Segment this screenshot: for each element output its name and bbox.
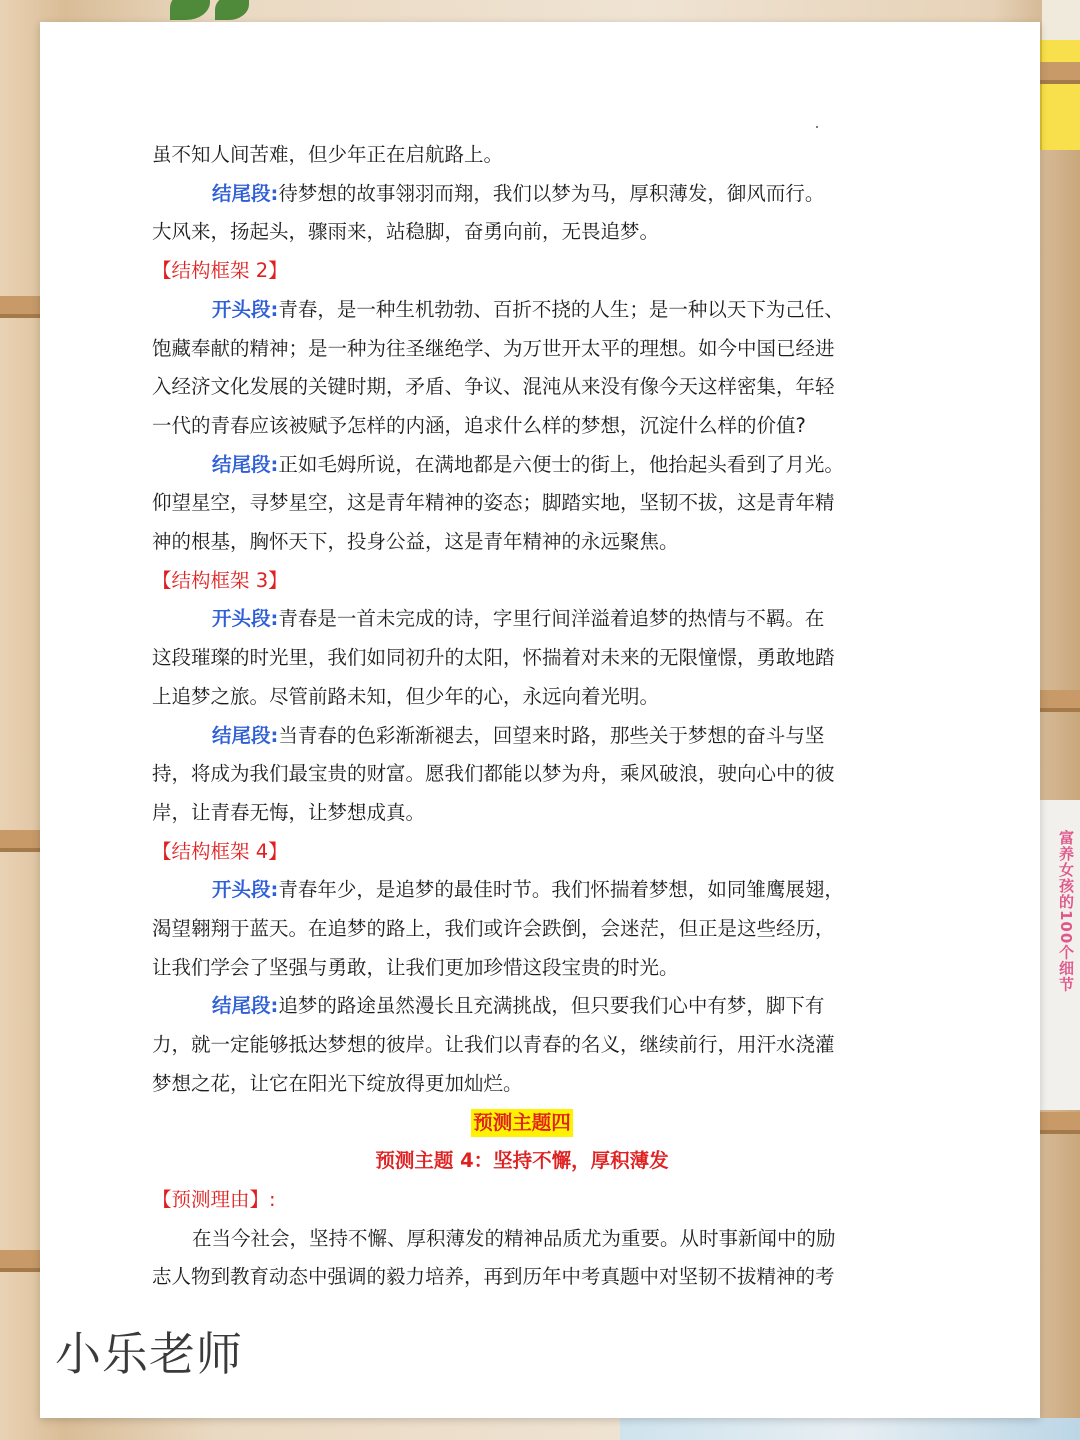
text-line: 这段璀璨的时光里，我们如同初升的太阳，怀揣着对未来的无限憧憬，勇敢地踏 — [152, 646, 835, 670]
document-content — [152, 136, 892, 1297]
text-line: 梦想之花，让它在阳光下绽放得更加灿烂。 — [152, 1071, 523, 1095]
shelf-board — [1038, 1112, 1080, 1134]
plant-leaf — [215, 0, 249, 20]
shelf-board — [1038, 62, 1080, 84]
text-line: 让我们学会了坚强与勇敢，让我们更加珍惜这段宝贵的时光。 — [152, 955, 679, 979]
text-line: 一代的青春应该被赋予怎样的内涵，追求什么样的梦想，沉淀什么样的价值? — [152, 413, 806, 437]
shelf-board — [1038, 690, 1080, 712]
text-span: 追梦的路途虽然漫长且充满挑战，但只要我们心中有梦，脚下有 — [278, 994, 825, 1018]
text-line: 虽不知人间苦难，但少年正在启航路上。 — [152, 143, 504, 166]
text-line — [152, 871, 892, 910]
section-heading: 【结构框架 2】 — [152, 259, 288, 283]
text-line — [152, 717, 892, 756]
text-line — [152, 291, 892, 330]
text-span: 待梦想的故事翎羽而翔，我们以梦为马，厚积薄发，御风而行。 — [278, 181, 825, 205]
topic-title: 预测主题 4：坚持不懈，厚积薄发 — [375, 1149, 669, 1173]
ending-label: 结尾段: — [212, 994, 279, 1018]
ending-label: 结尾段: — [212, 181, 279, 205]
text-line: 上追梦之旅。尽管前路未知，但少年的心，永远向着光明。 — [152, 684, 660, 708]
shelf-board — [0, 830, 42, 852]
text-line: 神的根基，胸怀天下，投身公益，这是青年精神的永远聚焦。 — [152, 530, 679, 554]
text-line — [152, 446, 892, 485]
text-span: 当青春的色彩渐渐褪去，回望来时路，那些关于梦想的奋斗与坚 — [278, 723, 825, 747]
reason-heading: 【预测理由】: — [152, 1187, 276, 1211]
book-spine-text: 富养女孩的100个细节 — [1057, 830, 1075, 993]
text-line — [152, 600, 892, 639]
section-heading: 【结构框架 4】 — [152, 839, 288, 863]
background-book-spine — [1037, 800, 1080, 1110]
text-line: 力，就一定能够抵达梦想的彼岸。让我们以青春的名义，继续前行，用汗水浇灌 — [152, 1033, 835, 1057]
text-line: 在当今社会，坚持不懈、厚积薄发的精神品质尤为重要。从时事新闻中的励 — [192, 1226, 836, 1250]
text-span: 青春，是一种生机勃勃、百折不挠的人生；是一种以天下为己任、 — [278, 297, 844, 321]
background-yellow-book — [1040, 40, 1080, 150]
text-line: 志人物到教育动态中强调的毅力培养，再到历年中考真题中对坚韧不拔精神的考 — [152, 1265, 835, 1289]
text-line: 渴望翱翔于蓝天。在追梦的路上，我们或许会跌倒，会迷茫，但正是这些经历， — [152, 917, 835, 941]
topic-banner-row — [152, 1104, 892, 1143]
background-books-bottom — [620, 1418, 1080, 1440]
section-heading: 【结构框架 3】 — [152, 568, 288, 592]
ending-label: 结尾段: — [212, 723, 279, 747]
opening-label: 开头段: — [212, 297, 279, 321]
plant-leaf — [170, 0, 210, 20]
ending-label: 结尾段: — [212, 452, 279, 476]
text-span: 青春是一首未完成的诗，字里行间洋溢着追梦的热情与不羁。在 — [278, 607, 825, 631]
text-line — [152, 987, 892, 1026]
paper-speck — [816, 126, 818, 128]
text-line: 仰望星空，寻梦星空，这是青年精神的姿态；脚踏实地，坚韧不拔，这是青年精 — [152, 491, 835, 515]
topic-banner: 预测主题四 — [471, 1109, 573, 1137]
text-line: 入经济文化发展的关键时期，矛盾、争议、混沌从来没有像今天这样密集，年轻 — [152, 375, 835, 399]
author-watermark: 小乐老师 — [55, 1327, 243, 1381]
background-book-top — [1042, 0, 1080, 40]
opening-label: 开头段: — [212, 878, 279, 902]
text-line: 大风来，扬起头，骤雨来，站稳脚，奋勇向前，无畏追梦。 — [152, 220, 660, 244]
text-line: 岸，让青春无悔，让梦想成真。 — [152, 800, 426, 824]
shelf-board — [0, 296, 42, 318]
text-span: 青春年少，是追梦的最佳时节。我们怀揣着梦想，如同雏鹰展翅， — [278, 878, 844, 902]
text-span: 正如毛姆所说，在满地都是六便士的街上，他抬起头看到了月光。 — [278, 452, 844, 476]
text-line: 饱藏奉献的精神；是一种为往圣继绝学、为万世开太平的理想。如今中国已经进 — [152, 336, 835, 360]
shelf-board — [0, 1250, 42, 1272]
text-line: 持，将成为我们最宝贵的财富。愿我们都能以梦为舟，乘风破浪，驶向心中的彼 — [152, 762, 835, 786]
text-line — [152, 175, 892, 214]
opening-label: 开头段: — [212, 607, 279, 631]
